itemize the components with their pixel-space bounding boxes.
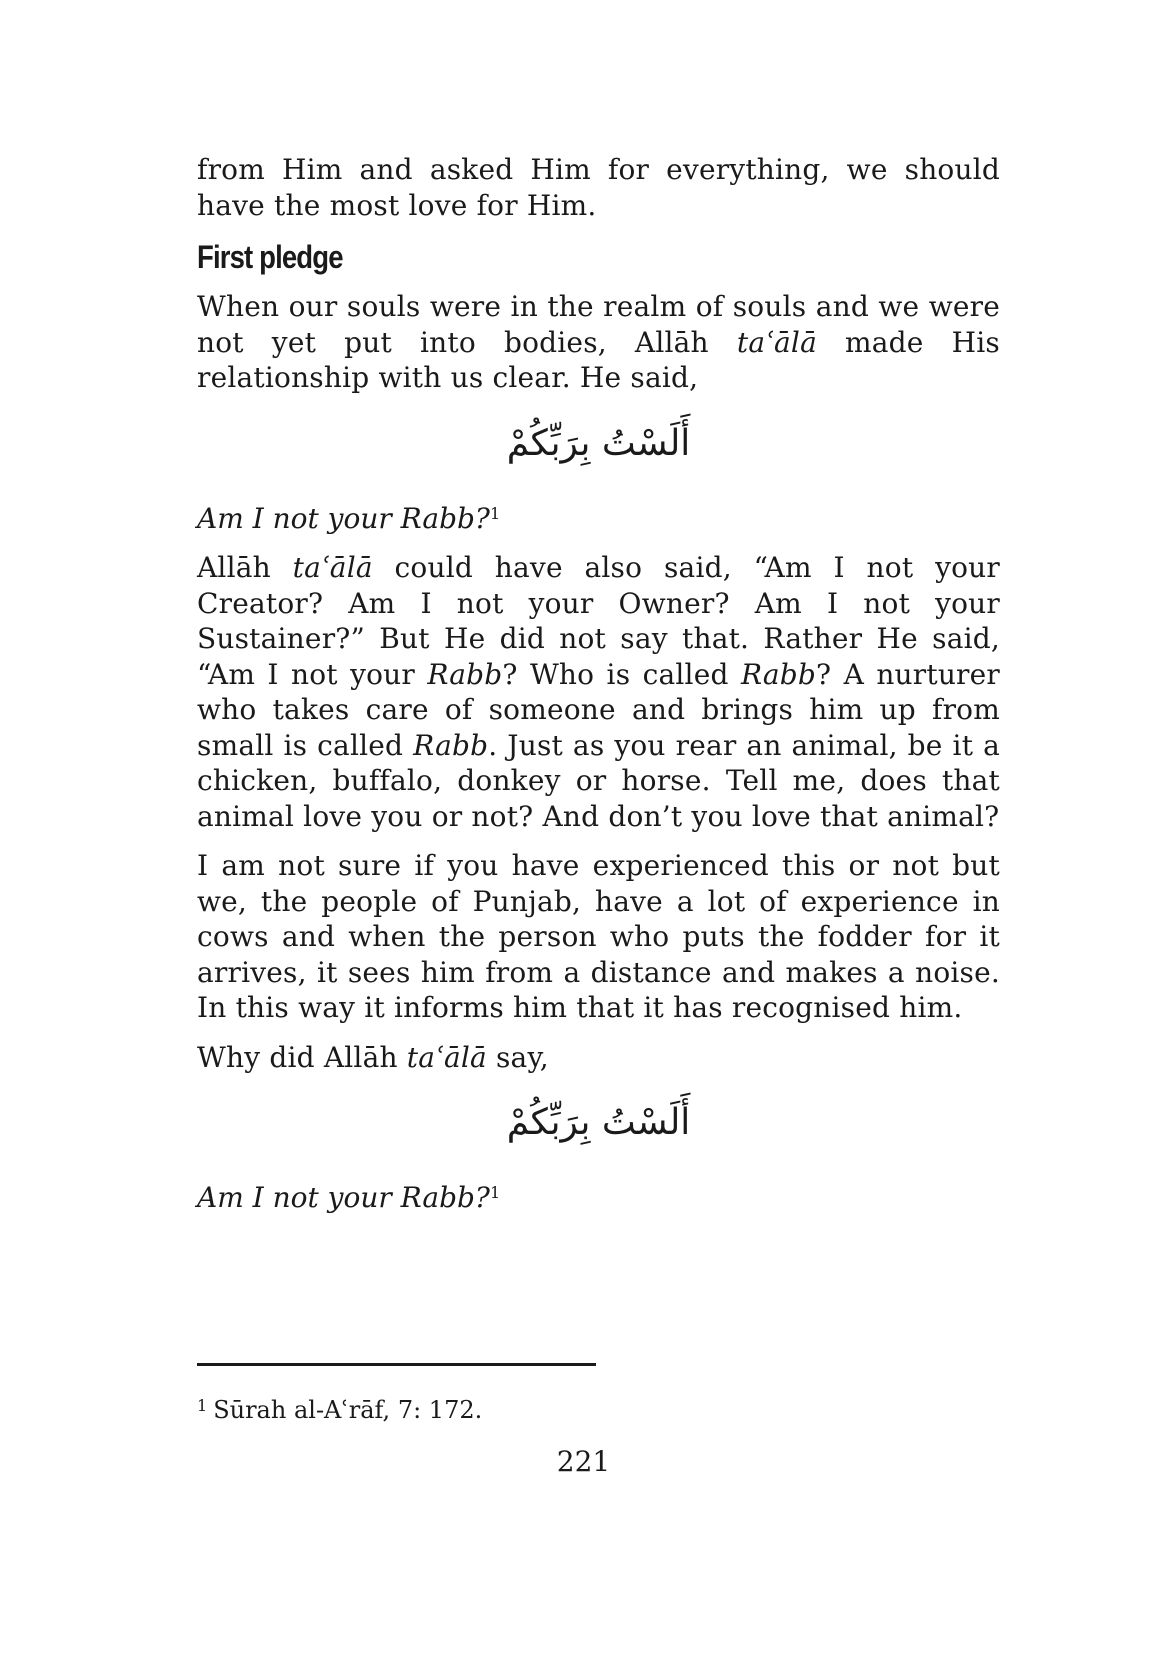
paragraph-2-text-c: could have also said, “Am I not your Creator? Am I not your Owner? Am I not your Sustainer?” But He did not say that. Rather He said, “Am I not your — [197, 551, 1000, 691]
paragraph-4-text-c: say, — [486, 1040, 549, 1074]
paragraph-4-text-a: Why did Allāh — [197, 1040, 407, 1074]
verse-translation-1-text: Am I not your Rabb? — [197, 501, 490, 535]
paragraph-1-italic: taʿālā — [736, 325, 817, 359]
paragraph-3: I am not sure if you have experienced this or not but we, the people of Punjab, have a lot of experience in cows and when the person who puts the fodder for it arrives, it sees him from a distance and makes a noise. In this way it informs him that it has recognised him. — [197, 849, 1000, 1024]
paragraph-2-italic-b: taʿālā — [292, 551, 373, 584]
paragraph-2-italic-f: Rabb — [740, 657, 817, 691]
paragraph-2-text-a: Allāh — [197, 551, 293, 584]
paragraph-2-text-g: ? A nurturer who takes care of someone and brings him up from small is called — [197, 657, 1000, 762]
footnote-text: Sūrah al-Aʿrāf, 7: 172. — [213, 1396, 483, 1424]
footnote-ref-1[interactable]: 1 — [489, 503, 501, 523]
paragraph-2-text-i: . Just as you rear an animal, be it a chicken, buffalo, donkey or horse. Tell me, does that animal love you or not? And don’t you love that animal? — [197, 728, 1001, 833]
paragraph-2-italic-d: Rabb — [427, 657, 503, 691]
footnote — [197, 1391, 482, 1425]
paragraph-2-text-e: ? Who is called — [502, 657, 741, 691]
arabic-verse-1: أَلَسْتُ بِرَبِّكُمْ — [506, 422, 691, 464]
footnote-divider — [197, 1363, 596, 1366]
footnote-number: 1 — [197, 1396, 208, 1415]
page-number: 221 — [556, 1445, 611, 1478]
paragraph-1-text-a: When our souls were in the realm of souls and we were not yet put into bodies, Allāh — [197, 290, 1000, 359]
paragraph-4 — [197, 1040, 1000, 1076]
verse-translation-1 — [197, 496, 1000, 537]
paragraph-2-italic-h: Rabb — [413, 728, 489, 762]
arabic-verse-2: أَلَسْتُ بِرَبِّكُمْ — [506, 1102, 691, 1143]
paragraph-2 — [197, 550, 1000, 834]
verse-translation-2 — [197, 1175, 1000, 1216]
paragraph-1 — [197, 289, 1000, 396]
paragraph-4-italic: taʿālā — [406, 1040, 487, 1074]
section-heading: First pledge — [197, 239, 343, 275]
verse-translation-2-text: Am I not your Rabb? — [197, 1181, 490, 1214]
page-body — [197, 152, 1000, 1230]
footnote-ref-2[interactable]: 1 — [489, 1183, 501, 1202]
intro-paragraph: from Him and asked Him for everything, we should have the most love for Him. — [197, 153, 1000, 222]
paragraph-1-text-c: made His relationship with us clear. He said, — [197, 325, 1000, 394]
